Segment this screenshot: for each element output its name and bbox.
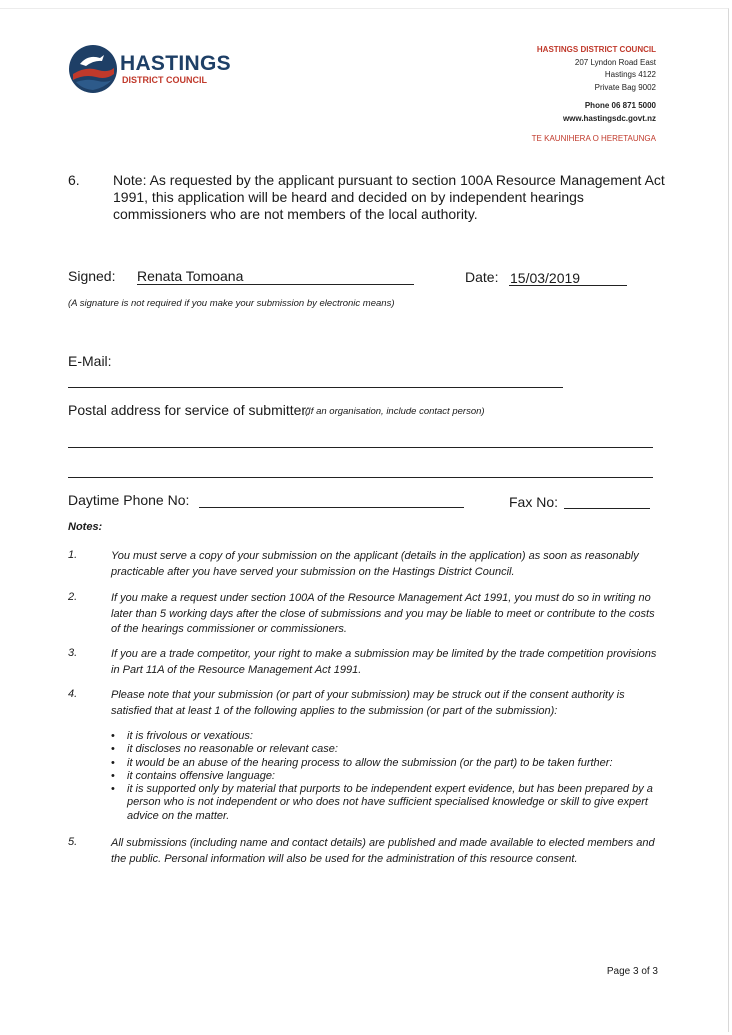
phone-label: Daytime Phone No: (68, 492, 190, 508)
email-label: E-Mail: (68, 353, 112, 369)
council-address (532, 44, 656, 145)
postal-field-line-2[interactable] (68, 477, 653, 478)
logo-name: HASTINGS (120, 52, 231, 75)
note-1-number: 1. (68, 549, 78, 561)
address-bag: Private Bag 9002 (594, 82, 656, 92)
address-org: HASTINGS DISTRICT COUNCIL (536, 45, 656, 54)
address-maori-name: TE KAUNIHERA O HERETAUNGA (531, 133, 656, 143)
signature-note: (A signature is not required if you make your submission by electronic means) (68, 298, 395, 309)
address-street: 207 Lyndon Road East (574, 57, 656, 67)
note6-text: Note: As requested by the applicant pursuant to section 100A Resource Management Act 1991, this application will be heard and decided on by independent hearings commissioners who are not members of the local authority. (113, 172, 665, 222)
signed-label: Signed: (68, 268, 116, 284)
address-phone: Phone 06 871 5000 (584, 101, 656, 111)
fax-field[interactable] (564, 508, 650, 509)
date-value[interactable]: 15/03/2019 (510, 270, 581, 286)
postal-hint: (If an organisation, include contact person) (305, 406, 485, 417)
note-5-text: All submissions (including name and contact details) are published and made available to elected members and the public. Personal information will also be used for the administration of this resource consent. (111, 837, 655, 865)
page-number: Page 3 of 3 (606, 966, 658, 977)
list-item: • it discloses no reasonable or relevant case: (111, 743, 663, 756)
address-city: Hastings 4122 (604, 70, 656, 80)
list-item: • it contains offensive language: (111, 770, 663, 783)
postal-field-line-1[interactable] (68, 447, 653, 448)
logo-subtitle: DISTRICT COUNCIL (122, 75, 207, 85)
signed-underline (137, 284, 414, 285)
date-label: Date: (465, 269, 499, 285)
phone-field[interactable] (199, 507, 464, 508)
address-web: www.hastingsdc.govt.nz (562, 113, 656, 123)
email-field[interactable] (68, 387, 563, 388)
note-2-text: If you make a request under section 100A of the Resource Management Act 1991, you must do so in writing no later than 5 working days after the close of submissions and you may be liable to meet or contribute to the costs of the hearings commissioner or commissioners. (111, 592, 655, 635)
postal-label: Postal address for service of submitter: (68, 402, 310, 418)
note-4-text: Please note that your submission (or part of your submission) may be struck out if the consent authority is satisfied that at least 1 of the following applies to the submission (or part of the submission): (111, 689, 625, 717)
note-3-text: If you are a trade competitor, your right to make a submission may be limited by the trade competition provisions in Part 11A of the Resource Management Act 1991. (111, 648, 657, 676)
date-underline (509, 285, 627, 286)
note6-number: 6. (68, 172, 80, 188)
council-emblem-icon (68, 44, 118, 94)
fax-label: Fax No: (509, 494, 559, 510)
note-5-number: 5. (68, 836, 78, 848)
signed-value[interactable]: Renata Tomoana (137, 268, 244, 284)
strike-out-criteria-list (111, 730, 663, 823)
list-item: • it is frivolous or vexatious: (111, 730, 663, 743)
list-item: • it would be an abuse of the hearing process to allow the submission (or the part) to be taken further: (111, 757, 663, 770)
note-2-number: 2. (68, 591, 78, 603)
council-logo (68, 44, 268, 94)
notes-title: Notes: (68, 521, 103, 533)
page-border (0, 8, 729, 1032)
note-1-text: You must serve a copy of your submission on the applicant (details in the application) as soon as reasonably practicable after you have served your submission on the Hastings District Council. (111, 550, 639, 578)
note-4-number: 4. (68, 688, 78, 700)
list-item: • it is supported only by material that purports to be independent expert evidence, but has been prepared by a person who is not independent or who does not have sufficient specialised knowledge or skill to give expert advice on the matter. (111, 783, 663, 823)
note-3-number: 3. (68, 647, 78, 659)
